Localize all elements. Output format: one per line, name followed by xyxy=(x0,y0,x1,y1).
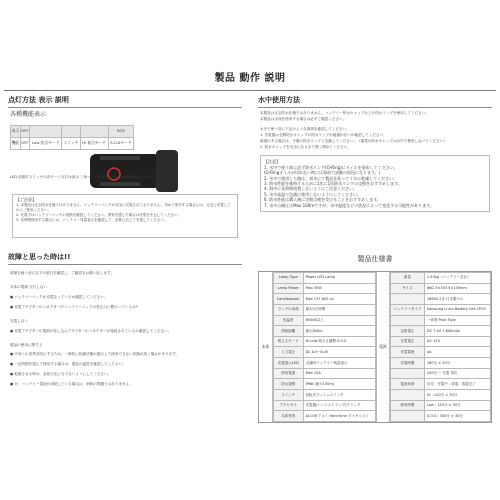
water-warning-title: 【注意】 xyxy=(264,158,280,164)
spec-row xyxy=(390,315,490,326)
spec-row xyxy=(390,336,490,347)
spec-row xyxy=(273,347,375,358)
spec-key: 照射距離 xyxy=(273,326,303,337)
spec-value: DC 7.4V 7,800mAh xyxy=(424,326,490,337)
water-intro-line: 本製品は完全防水仕様ではありません。バッテリー防水キャップなどの防水リングを使用してください。 xyxy=(260,111,430,116)
spec-key: バッテリータイプ xyxy=(390,304,424,315)
mode-cell: OFF xyxy=(20,137,29,149)
usage-panel xyxy=(4,92,246,242)
spec-row xyxy=(273,411,375,422)
spec-value: 最大800m xyxy=(303,326,375,337)
caution-line: 3. 長時間使用する場合には、バッテリー残量表示を確認して、必要に応じて充電してください。 xyxy=(16,217,168,222)
water-warning-line: 5. 水中高温で急激に使用しないようにしてください。 xyxy=(264,191,362,197)
spec-value: 最大5万時間 xyxy=(303,304,375,315)
spec-row xyxy=(390,411,490,422)
trouble-line: ● 乾燥させる時は、直射日光に当てないようにしてください。 xyxy=(10,372,112,377)
spec-key xyxy=(390,315,424,326)
mode-cell: OFF xyxy=(20,125,29,137)
spec-right-table xyxy=(390,272,491,422)
spec-row xyxy=(390,326,490,337)
spec-key: 本体材質 xyxy=(273,411,303,422)
mode-cell: SOS xyxy=(108,125,133,137)
spec-key: 明るさモード xyxy=(273,336,303,347)
spec-row xyxy=(390,283,490,294)
trouble-line: ● バッテリーパックが充電なっているか確認してください。 xyxy=(10,295,108,300)
spec-category-body: 本体 xyxy=(259,272,273,422)
water-warning-line: 4. 海中に長時間放置しないようにご注意ください。 xyxy=(264,186,358,192)
spec-key: 使用電流 xyxy=(273,368,303,379)
spec-heading: 製品仕様書 xyxy=(357,255,393,263)
usage-subheading: 各種機能表示 xyxy=(10,111,47,119)
spec-row xyxy=(273,336,375,347)
spec-panel xyxy=(254,249,496,429)
mode-cell: 機能 xyxy=(11,137,21,149)
spec-key: Candlepower xyxy=(273,294,303,305)
spec-key: 使用時間 xyxy=(390,400,424,411)
water-heading: 水中使用方法 xyxy=(258,96,300,104)
spec-value: 200分 ~ 充電 単位 xyxy=(424,368,490,379)
spec-key: 防水規格 xyxy=(273,379,303,390)
trouble-line: 製品の使用に関する xyxy=(10,342,43,347)
water-panel xyxy=(254,92,496,242)
spec-row xyxy=(390,304,490,315)
spec-value: Max 137,600 cd xyxy=(303,294,375,305)
trouble-line: ● 充電アダプターの電源の差し込みアダプターのコネクターが接続されているか確認してください。 xyxy=(10,328,172,333)
trouble-line: ● 分、バッテリー電池が消耗している場合は、消耗の問題ではありません。 xyxy=(10,381,134,386)
spec-key: 重量 xyxy=(390,273,424,284)
spec-key: 電池寿命 xyxy=(390,379,424,390)
trouble-heading: 故障と思った時は!! xyxy=(8,253,71,261)
spec-key: Lamp Power xyxy=(273,283,303,294)
spec-key: Lamp Type xyxy=(273,273,303,284)
spec-value: 6500K以上 xyxy=(303,315,375,326)
water-rule xyxy=(258,107,492,108)
spec-value: 1.53kg（バッテリー含む） xyxy=(424,273,490,284)
trouble-intro: 故障を疑う前に以下の項目を確認し、ご確認をお願い致します。 xyxy=(10,271,114,276)
spec-key: ランプの寿命 xyxy=(273,304,303,315)
spec-row xyxy=(390,379,490,390)
mode-cell xyxy=(30,125,62,137)
water-warning-line: 7. 水中の耐圧はMax 100mですが、水中温度などの状況によって変化する可能性があります。 xyxy=(264,202,434,208)
spec-value: Low : 120分 ± 30分 xyxy=(424,400,490,411)
spec-value: DC 8.5~8.4V xyxy=(303,347,375,358)
trouble-line: ● 充電アダプターのコネクターがバッテリーパックの差込口に繋がっているか? xyxy=(10,304,138,309)
usage-rule xyxy=(8,107,242,108)
spec-value: Hi-Low 明るさ調整 S.O.S xyxy=(303,336,375,347)
spec-value: ALC06 アルミ Hard time ダイキャスト xyxy=(303,411,375,422)
spec-row xyxy=(273,368,375,379)
spec-value: 4A xyxy=(424,347,490,358)
mode-cell: Hi 初点モード xyxy=(80,137,108,149)
spec-key: 充電時間 xyxy=(390,358,424,369)
spec-row xyxy=(390,358,490,369)
spec-value: Power LED Lamp xyxy=(303,273,375,284)
spec-value: 自宅 : 充電中 : 放電 : 放電完了 xyxy=(424,379,490,390)
mode-cell: スイッチ xyxy=(62,137,80,149)
spec-row xyxy=(273,283,375,294)
usage-heading: 点灯方法 表示 説明 xyxy=(8,96,69,104)
mode-cell xyxy=(80,125,108,137)
spec-value: Φ62.3×303.5×130mm xyxy=(424,283,490,294)
water-warning-line: 6. 防水性能は購入後に定期点検を受けることをおすすめします。 xyxy=(264,197,381,203)
spec-row xyxy=(390,273,490,284)
spec-value: Hi : 120分 ± 30分 xyxy=(424,390,490,401)
spec-table xyxy=(258,271,492,423)
usage-note: LED 前照灯スイッチの各モード点灯は表示 三角マークの位置にモード番号が表示されます xyxy=(10,175,156,179)
spec-row xyxy=(390,400,490,411)
spec-value: 一体型 Pack Type xyxy=(424,315,490,326)
spec-value: DC 12V xyxy=(424,336,490,347)
spec-row xyxy=(273,273,375,284)
spec-key: スイッチ xyxy=(273,390,303,401)
spec-row xyxy=(273,304,375,315)
water-step: 破損がある場合は、予備の防水リングと交換してください。（漏電の防水キャップは水中で使用しないでください） xyxy=(260,138,447,143)
title-divider xyxy=(4,90,496,91)
mode-cell xyxy=(62,125,80,137)
water-warning-line: 2. 水中で使用した後は、真水にて製品を洗って十分に乾燥してください。 xyxy=(264,175,398,181)
trouble-line: 本体の電源 点灯しない xyxy=(10,285,48,290)
spec-row xyxy=(273,294,375,305)
trouble-panel xyxy=(4,249,246,429)
spec-row xyxy=(390,368,490,379)
water-warning-line: 3. 防水性能を維持するために1年に1回防水リングの交換をおすすめします。 xyxy=(264,181,402,187)
trouble-line: ● 中身との差異を防止するため、一時的に乾燥状態が進行して使用できない状態が続く場合があります。 xyxy=(10,352,180,357)
spec-key xyxy=(390,411,424,422)
water-warning-box xyxy=(260,155,490,213)
spec-row xyxy=(273,326,375,337)
caution-line: 2. 充電中はバッテリーパックの発熱を確認してください。異常を感じた場合は充電を中止してください。 xyxy=(16,212,182,217)
water-warning-line: (O-Ringオイルが切れない時には事前で試験の原因になります。) xyxy=(264,170,381,176)
spec-key xyxy=(390,368,424,379)
spec-row xyxy=(273,315,375,326)
spec-row xyxy=(273,379,375,390)
spec-key: 充電電流 xyxy=(390,347,424,358)
spec-key: 色温度 xyxy=(273,315,303,326)
water-step: 2. 防水キャップを完全になるまで強く閉めてください。 xyxy=(260,144,351,149)
spec-value: Max 10A xyxy=(303,368,375,379)
trouble-line: ● 一定時間を超えて使用する場合は、製品の温度を確認してください。 xyxy=(10,362,126,367)
mode-cell: S.O.Sモード xyxy=(108,137,133,149)
mode-cell: 表示 xyxy=(11,125,21,137)
spec-value: Samsung Li-ion Battery Cell 2PCS xyxy=(424,304,490,315)
spec-row xyxy=(273,358,375,369)
trouble-rule xyxy=(8,264,242,265)
spec-value: 点滅時バッテリー残量表示 xyxy=(303,358,375,369)
spec-key: 入力電圧 xyxy=(273,347,303,358)
spec-value: 回転式プッシュスイッチ xyxy=(303,390,375,401)
spec-key: 充電電圧 xyxy=(390,336,424,347)
spec-key: 充電指示LED xyxy=(273,358,303,369)
spec-value: 180分 ± 30分 xyxy=(424,358,490,369)
spec-row xyxy=(273,400,375,411)
spec-key xyxy=(390,390,424,401)
spec-key: 定格電圧 xyxy=(390,326,424,337)
spec-value: 充電器/ハンドストラップ/クリップ xyxy=(303,400,375,411)
spec-key xyxy=(390,294,424,305)
spec-category-power: 電源 xyxy=(376,272,390,422)
spec-key: サイズ xyxy=(390,283,424,294)
spec-key: アクセサリ xyxy=(273,400,303,411)
page-title: 製品 動作 説明 xyxy=(214,73,286,84)
caution-line: 1. 本製品は完全防水仕様ではありません。バッテリーパックが完全に充電されておりません。初めて使用する場合には、完全に充電してからご使用ください。 xyxy=(16,203,231,213)
spec-value: IP68 (最大100m) xyxy=(303,379,375,390)
water-warning-line: 1. 水中で使う前に必ず防水リング(O-Ring)にオイルを塗布してください。 xyxy=(264,164,398,170)
spec-row xyxy=(390,390,490,401)
spec-row xyxy=(390,294,490,305)
caution-box xyxy=(12,194,238,238)
spec-row xyxy=(390,347,490,358)
spec-value: Max 30W xyxy=(303,283,375,294)
water-steps-intro: 水中で使う前に下記のような事項を確認してください。 xyxy=(260,127,350,132)
caution-title: 【ご注意】 xyxy=(16,197,36,202)
spec-row xyxy=(273,390,375,401)
trouble-line: 充電しない xyxy=(10,318,28,323)
water-intro-line: 本製品は水深を使用する場合は必ずご確認ください。 xyxy=(260,117,347,122)
mode-cell: Low 初点モード xyxy=(30,137,62,149)
spec-left-table xyxy=(273,272,376,422)
water-step: 1. 充電器の全開防水キャップの防水リングが破損がないか確認してください。 xyxy=(260,132,387,137)
spec-value: 18650 2本 日本製セル xyxy=(424,294,490,305)
spec-value: S.O.S : 300分 ± 30分 xyxy=(424,411,490,422)
